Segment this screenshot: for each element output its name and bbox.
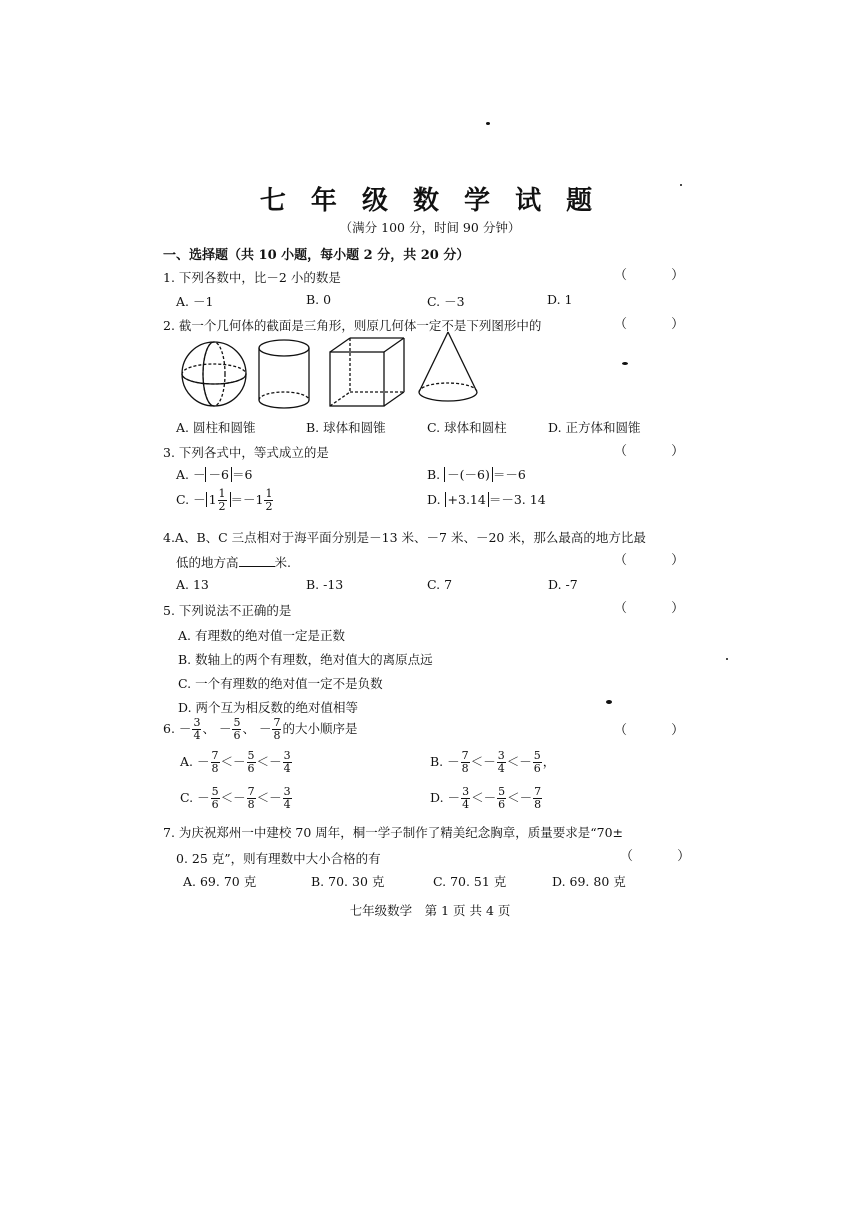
fraction: $\frac{7}{8}$: [273, 716, 281, 742]
question-4-stem-line1: 4.A、B、C 三点相对于海平面分别是－13 米、－7 米、－20 米，那么最高的地方比最: [163, 530, 646, 545]
question-3-stem: 3. 下列各式中，等式成立的是: [163, 445, 329, 460]
page-footer: 七年级数学 第 1 页 共 4 页: [349, 903, 511, 918]
q1-option-a: A. －1: [176, 294, 214, 309]
q5-option-b: B. 数轴上的两个有理数，绝对值大的离原点远: [178, 652, 433, 667]
q5-option-c: C. 一个有理数的绝对值一定不是负数: [178, 676, 383, 691]
q6-option-d: D. － $\frac{3}{4}$ ＜－ $\frac{5}{6}$ ＜－ $\frac{7}{8}$: [430, 785, 542, 811]
question-5-stem: 5. 下列说法不正确的是: [163, 603, 292, 618]
q3-option-a: A. － －6 ＝6: [176, 467, 253, 482]
absolute-value: 1 $\frac{1}{2}$: [206, 492, 231, 507]
q7-option-d: D. 69. 80 克: [552, 874, 626, 889]
q2-option-a: A. 圆柱和圆锥: [176, 420, 256, 435]
question-4-stem-line2: 低的地方高 米.: [176, 555, 291, 570]
absolute-value: －6: [205, 467, 231, 482]
question-2-stem: 2. 截一个几何体的截面是三角形，则原几何体一定不是下列图形中的: [163, 318, 542, 333]
scan-speck: [486, 122, 490, 125]
q2-option-b: B. 球体和圆锥: [306, 420, 386, 435]
q4-option-a: A. 13: [176, 577, 209, 592]
answer-bracket: （ ）: [614, 553, 705, 568]
question-7-stem-line1: 7. 为庆祝郑州一中建校 70 周年，桐一学子制作了精美纪念胸章，质量要求是“70±: [163, 825, 624, 840]
exam-subtitle: （满分 100 分，时间 90 分钟）: [339, 220, 521, 235]
absolute-value: +3.14: [445, 492, 489, 507]
fraction: $\frac{3}{4}$: [193, 716, 201, 742]
answer-bracket: （ ）: [614, 444, 705, 459]
q1-option-b: B. 0: [306, 292, 332, 307]
sphere-icon: [182, 342, 246, 406]
answer-bracket: （ ）: [620, 849, 711, 864]
q7-option-b: B. 70. 30 克: [311, 874, 385, 889]
answer-bracket: （ ）: [614, 601, 705, 616]
fraction: $\frac{1}{2}$: [218, 487, 226, 513]
scan-speck: [622, 362, 628, 365]
q6-option-a: A. － $\frac{7}{8}$ ＜－ $\frac{5}{6}$ ＜－ $\frac{3}{4}$: [180, 749, 291, 775]
q7-option-c: C. 70. 51 克: [433, 874, 507, 889]
q4-option-b: B. -13: [306, 577, 344, 592]
q4-option-d: D. -7: [548, 577, 578, 592]
q6-option-b: B. － $\frac{7}{8}$ ＜－ $\frac{3}{4}$ ＜－ $\frac{5}{6}$ ，: [430, 749, 556, 775]
cone-icon: [419, 332, 477, 401]
q3-option-b: B. －(－6) ＝－6: [427, 467, 526, 482]
answer-bracket: （ ）: [614, 317, 705, 332]
q1-option-c: C. －3: [427, 294, 465, 309]
q4-option-c: C. 7: [427, 577, 453, 592]
answer-bracket: （ ）: [614, 723, 705, 738]
question-1-stem: 1. 下列各数中，比－2 小的数是: [163, 270, 341, 285]
scan-speck: [726, 658, 728, 660]
q3-option-d: D. +3.14 ＝－3. 14: [427, 492, 546, 507]
q2-option-d: D. 正方体和圆锥: [548, 420, 641, 435]
section-heading: 一、选择题（共 10 小题，每小题 2 分，共 20 分）: [163, 248, 470, 263]
q6-option-c: C. － $\frac{5}{6}$ ＜－ $\frac{7}{8}$ ＜－ $\frac{3}{4}$: [180, 785, 291, 811]
q5-option-d: D. 两个互为相反数的绝对值相等: [178, 700, 359, 715]
scan-speck: [606, 700, 612, 704]
absolute-value: －(－6): [444, 467, 493, 482]
fraction: $\frac{1}{2}$: [265, 487, 273, 513]
question-7-stem-line2: 0. 25 克”，则有理数中大小合格的有: [176, 851, 381, 866]
cube-icon: [330, 338, 404, 406]
scan-speck: [680, 184, 682, 186]
cylinder-icon: [259, 340, 309, 408]
q7-option-a: A. 69. 70 克: [183, 874, 257, 889]
answer-bracket: （ ）: [614, 268, 705, 283]
q2-option-c: C. 球体和圆柱: [427, 420, 507, 435]
fraction: $\frac{5}{6}$: [233, 716, 241, 742]
q1-option-d: D. 1: [547, 292, 573, 307]
solid-figures: [178, 330, 498, 410]
exam-title: 七 年 级 数 学 试 题: [259, 186, 601, 216]
fill-blank: [239, 566, 275, 567]
question-6-stem: 6. － $\frac{3}{4}$ 、 － $\frac{5}{6}$ 、 － $\frac{7}{8}$ 的大小顺序是: [163, 716, 358, 742]
q5-option-a: A. 有理数的绝对值一定是正数: [178, 628, 345, 643]
q3-option-c: C. － 1 $\frac{1}{2}$ ＝－1 $\frac{1}{2}$: [176, 487, 273, 513]
